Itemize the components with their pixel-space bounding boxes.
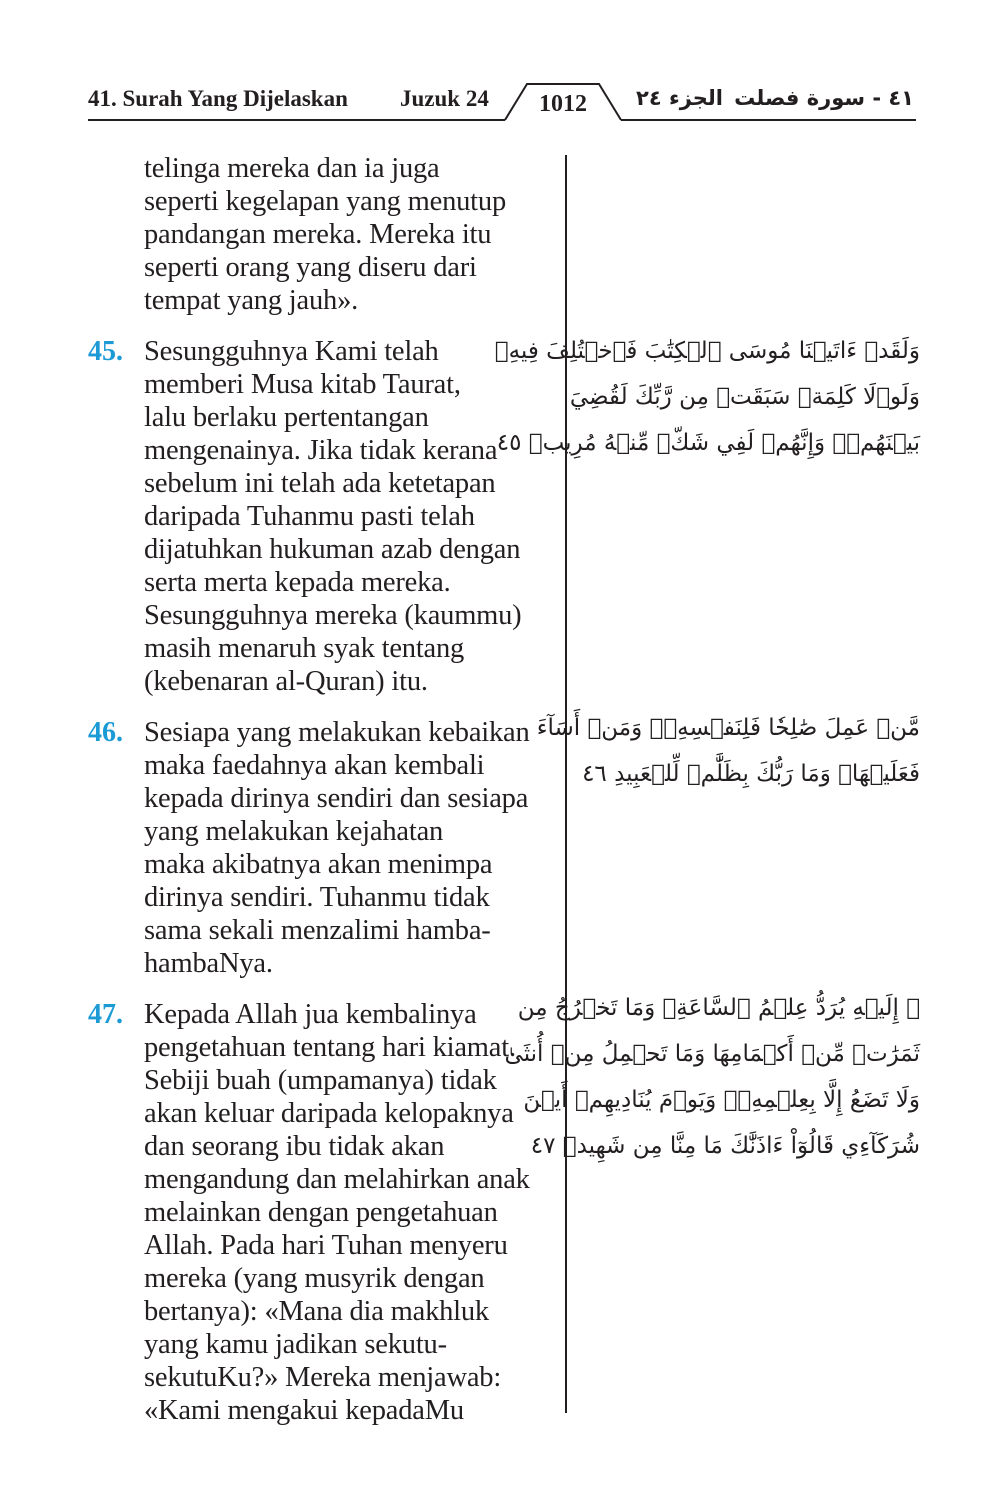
text-line: dan seorang ibu tidak akan bbox=[144, 1131, 445, 1162]
arabic-line: وَلَوۡلَا كَلِمَةٞ سَبَقَتۡ مِن رَّبِّكَ لَقُضِيَ bbox=[569, 384, 920, 410]
text-line: sebelum ini telah ada ketetapan bbox=[144, 468, 496, 499]
arabic-line: شُرَكَآءِي قَالُوٓاْ ءَاذَنَّٰكَ مَا مِنَّا مِن شَهِيدٖ ٤٧ bbox=[530, 1133, 920, 1159]
text-line: mengenainya. Jika tidak kerana bbox=[144, 435, 498, 466]
text-line: kepada dirinya sendiri dan sesiapa bbox=[144, 783, 529, 814]
text-line: hambaNya. bbox=[144, 948, 273, 979]
arabic-line: وَلَقَدۡ ءَاتَيۡنَا مُوسَى ٱلۡكِتَٰبَ فَٱخۡتُلِفَ فِيهِۗ bbox=[494, 338, 920, 364]
arabic-line: ۞ إِلَيۡهِ يُرَدُّ عِلۡمُ ٱلسَّاعَةِۚ وَمَا تَخۡرُجُ مِن bbox=[517, 995, 920, 1021]
verse-46-translation bbox=[88, 716, 558, 980]
text-line: telinga mereka dan ia juga bbox=[144, 153, 440, 184]
juzuk-label-latin: Juzuk 24 bbox=[400, 86, 489, 111]
paragraph-text bbox=[144, 152, 506, 317]
verse-47-translation bbox=[88, 998, 558, 1427]
text-line: yang kamu jadikan sekutu- bbox=[144, 1329, 447, 1360]
text-line: melainkan dengan pengetahuan bbox=[144, 1197, 498, 1228]
text-line: tempat yang jauh». bbox=[144, 285, 359, 316]
page-number: 1012 bbox=[539, 91, 587, 117]
text-line: dirinya sendiri. Tuhanmu tidak bbox=[144, 882, 490, 913]
arabic-line: ثَمَرَٰتٖ مِّنۡ أَكۡمَامِهَا وَمَا تَحۡمِلُ مِنۡ أُنثَىٰ bbox=[504, 1041, 920, 1067]
continuation-paragraph bbox=[88, 152, 558, 317]
paragraph-text bbox=[144, 716, 530, 980]
text-line: Kepada Allah jua kembalinya bbox=[144, 999, 477, 1030]
text-line: sama sekali menzalimi hamba- bbox=[144, 915, 491, 946]
text-line: Sesiapa yang melakukan kebaikan bbox=[144, 717, 530, 748]
arabic-line: وَلَا تَضَعُ إِلَّا بِعِلۡمِهِۦۚ وَيَوۡمَ يُنَادِيهِمۡ أَيۡنَ bbox=[523, 1087, 920, 1113]
text-line: pengetahuan tentang hari kiamat. bbox=[144, 1032, 516, 1063]
paragraph-text bbox=[144, 998, 530, 1427]
text-line: mengandung dan melahirkan anak bbox=[144, 1164, 530, 1195]
text-line: seperti kegelapan yang menutup bbox=[144, 186, 506, 217]
text-line: masih menaruh syak tentang bbox=[144, 633, 465, 664]
arabic-line: بَيۡنَهُمۡۚ وَإِنَّهُمۡ لَفِي شَكّٖ مِّنۡهُ مُرِيبٖ ٤٥ bbox=[496, 430, 920, 456]
text-line: akan keluar daripada kelopaknya bbox=[144, 1098, 514, 1129]
text-line: serta merta kepada mereka. bbox=[144, 567, 451, 598]
text-line: Allah. Pada hari Tuhan menyeru bbox=[144, 1230, 508, 1261]
text-line: (kebenaran al-Quran) itu. bbox=[144, 666, 428, 697]
translation-column bbox=[88, 152, 558, 1445]
text-line: yang melakukan kejahatan bbox=[144, 816, 444, 847]
text-line: Sesungguhnya mereka (kaummu) bbox=[144, 600, 522, 631]
verse-number: 45. bbox=[88, 336, 123, 367]
text-line: Sebiji buah (umpamanya) tidak bbox=[144, 1065, 497, 1096]
text-line: maka faedahnya akan kembali bbox=[144, 750, 485, 781]
text-line: dijatuhkan hukuman azab dengan bbox=[144, 534, 521, 565]
verse-45-translation bbox=[88, 335, 558, 698]
page-header bbox=[0, 0, 1000, 130]
verse-46-arabic bbox=[536, 705, 920, 797]
text-line: seperti orang yang diseru dari bbox=[144, 252, 477, 283]
text-line: pandangan mereka. Mereka itu bbox=[144, 219, 492, 250]
verse-45-arabic bbox=[494, 328, 920, 466]
verse-number: 47. bbox=[88, 999, 123, 1030]
text-line: bertanya): «Mana dia makhluk bbox=[144, 1296, 489, 1327]
text-line: «Kami mengakui kepadaMu bbox=[144, 1395, 464, 1426]
arabic-line: مَّنۡ عَمِلَ صَٰلِحٗا فَلِنَفۡسِهِۦۖ وَمَنۡ أَسَآءَ bbox=[536, 715, 920, 741]
text-line: maka akibatnya akan menimpa bbox=[144, 849, 493, 880]
verse-number: 46. bbox=[88, 717, 123, 748]
text-line: sekutuKu?» Mereka menjawab: bbox=[144, 1362, 502, 1393]
text-line: Sesungguhnya Kami telah bbox=[144, 336, 439, 367]
juzuk-label-arabic: الجزء ٢٤ bbox=[636, 86, 723, 110]
text-line: lalu berlaku pertentangan bbox=[144, 402, 429, 433]
verse-47-arabic bbox=[504, 985, 920, 1169]
surah-title-arabic: ٤١ - سورة فصلت bbox=[734, 86, 914, 110]
text-line: mereka (yang musyrik dengan bbox=[144, 1263, 485, 1294]
text-line: memberi Musa kitab Taurat, bbox=[144, 369, 461, 400]
arabic-line: فَعَلَيۡهَاۗ وَمَا رَبُّكَ بِظَلَّٰمٖ لِّلۡعَبِيدِ ٤٦ bbox=[582, 761, 920, 787]
text-line: daripada Tuhanmu pasti telah bbox=[144, 501, 475, 532]
surah-title-latin: 41. Surah Yang Dijelaskan bbox=[88, 86, 348, 111]
paragraph-text bbox=[144, 335, 521, 698]
